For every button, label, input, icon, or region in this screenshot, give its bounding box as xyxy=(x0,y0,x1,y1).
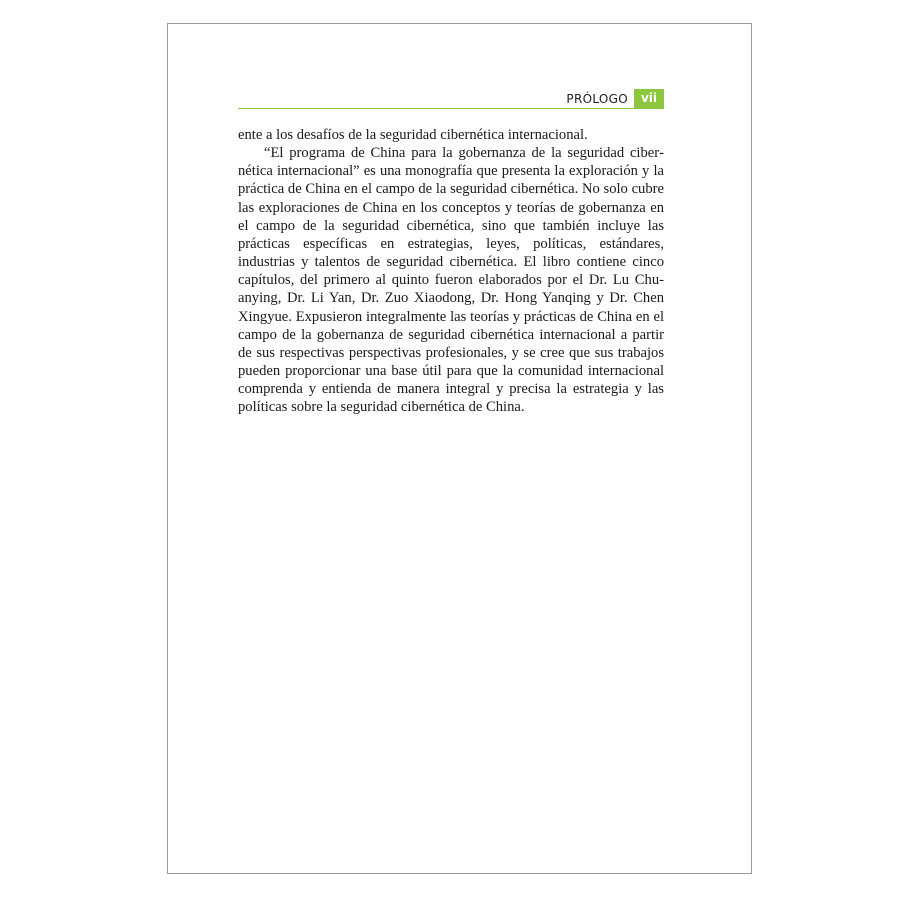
body-text xyxy=(238,126,664,417)
paragraph-main: “El programa de China para la gobernanza de la seguridad cibernética internacional” es una monografía que presenta la exploración y la práctica de China en el campo de la seguridad cibernética. No solo cubre las exploraciones de China en los conceptos y teorías de gobernanza en el campo de la seguridad cibernética, sino que también incluye las prácticas específicas en estrategias, leyes, políticas, estándares, industrias y talentos de seguridad cibernética. El libro contiene cinco capítulos, del primero al quinto fueron elaborados por el Dr. Lu Chuanying, Dr. Li Yan, Dr. Zuo Xiaodong, Dr. Hong Yanqing y Dr. Chen Xingyue. Expusieron integralmente las teorías y prácticas de China en el campo de la gobernanza de seguridad cibernética internacional a partir de sus respectivas perspectivas profesionales, y se cree que sus trabajos pueden proporcionar una base útil para que la comunidad internacional comprenda y entienda de manera integral y precisa la estrategia y las políticas sobre la seguridad cibernética de China. xyxy=(238,145,664,416)
page-number-badge: vii xyxy=(634,89,664,108)
running-title: PRÓLOGO xyxy=(566,92,628,106)
header-rule xyxy=(238,108,664,109)
page-header xyxy=(238,89,664,109)
paragraph-continuation: ente a los desafíos de la seguridad cibernética internacional. xyxy=(238,127,588,143)
